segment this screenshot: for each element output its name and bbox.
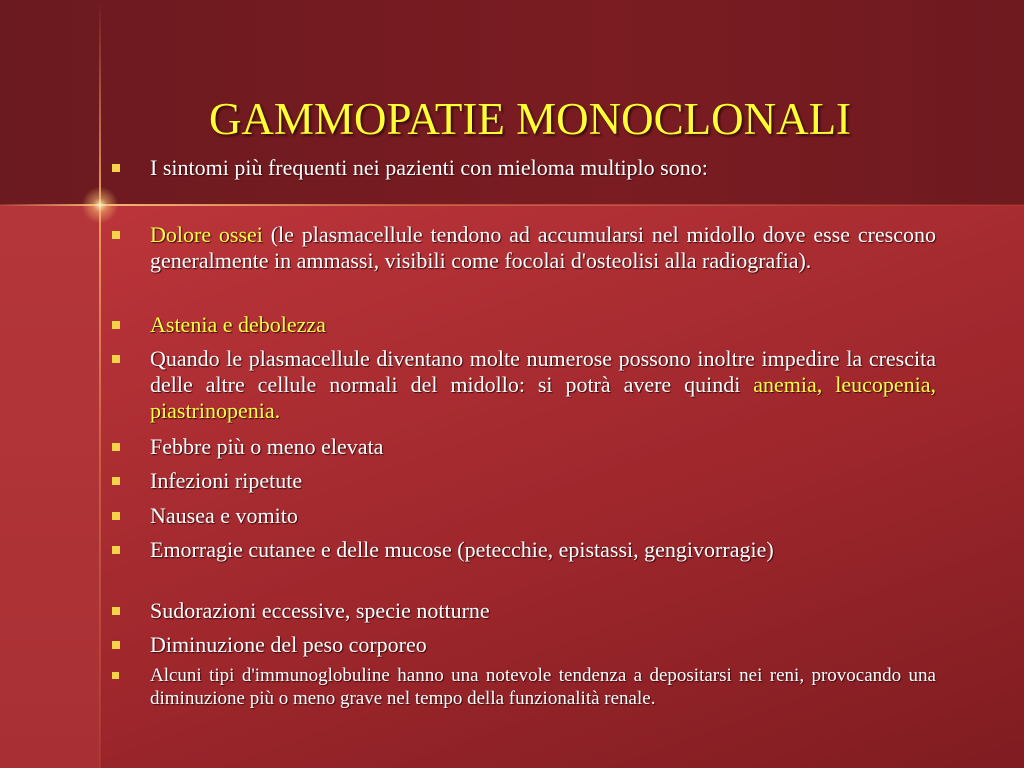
- bullet-icon: [112, 546, 120, 554]
- highlight-text: Dolore ossei: [150, 222, 263, 247]
- item-text: Diminuzione del peso corporeo: [150, 632, 427, 657]
- list-item: [112, 503, 936, 529]
- slide-title: GAMMOPATIE MONOCLONALI: [208, 94, 852, 144]
- list-item: [112, 346, 936, 424]
- list-item: [112, 598, 936, 624]
- item-text: Quando le plasmacellule diventano molte numerose possono inoltre impedire la crescita delle altre cellule normali del midollo: si potrà avere quindi: [150, 346, 936, 397]
- list-item: [112, 222, 936, 274]
- list-item: [112, 468, 936, 494]
- intro-text: I sintomi più frequenti nei pazienti con mieloma multiplo sono:: [150, 155, 708, 180]
- bullet-icon: [112, 512, 120, 520]
- highlight-text: anemia, leucopenia, piastrinopenia.: [150, 372, 936, 423]
- bullet-icon: [112, 672, 119, 679]
- list-item: [112, 664, 936, 710]
- list-item: [112, 312, 936, 338]
- bullet-icon: [112, 164, 120, 172]
- bullet-icon: [112, 231, 120, 239]
- highlight-text: Astenia e debolezza: [150, 312, 326, 337]
- bullet-icon: [112, 641, 120, 649]
- bullet-icon: [112, 443, 120, 451]
- list-item: [112, 434, 936, 460]
- bullet-icon: [112, 607, 120, 615]
- item-text: Alcuni tipi d'immunoglobuline hanno una notevole tendenza a depositarsi nei reni, provocando una diminuzione più o meno grave nel tempo della funzionalità renale.: [150, 665, 936, 709]
- item-text: Emorragie cutanee e delle mucose (petecchie, epistassi, gengivorragie): [150, 537, 774, 562]
- list-item: [112, 537, 936, 563]
- item-text: Infezioni ripetute: [150, 468, 303, 493]
- list-item: [112, 632, 936, 658]
- intro-item: [112, 155, 936, 181]
- item-text: (le plasmacellule tendono ad accumularsi nel midollo dove esse crescono generalmente in ammassi, visibili come focolai d'osteolisi alla radiografia).: [150, 222, 937, 273]
- bullet-icon: [112, 477, 120, 485]
- bullet-icon: [112, 355, 120, 363]
- left-band: [0, 205, 100, 768]
- horizontal-accent-line: [0, 204, 1024, 206]
- sparkle-icon: [80, 185, 120, 225]
- bullet-icon: [112, 321, 120, 329]
- item-text: Sudorazioni eccessive, specie notturne: [150, 598, 490, 623]
- item-text: Febbre più o meno elevata: [150, 434, 384, 459]
- item-text: Nausea e vomito: [150, 503, 298, 528]
